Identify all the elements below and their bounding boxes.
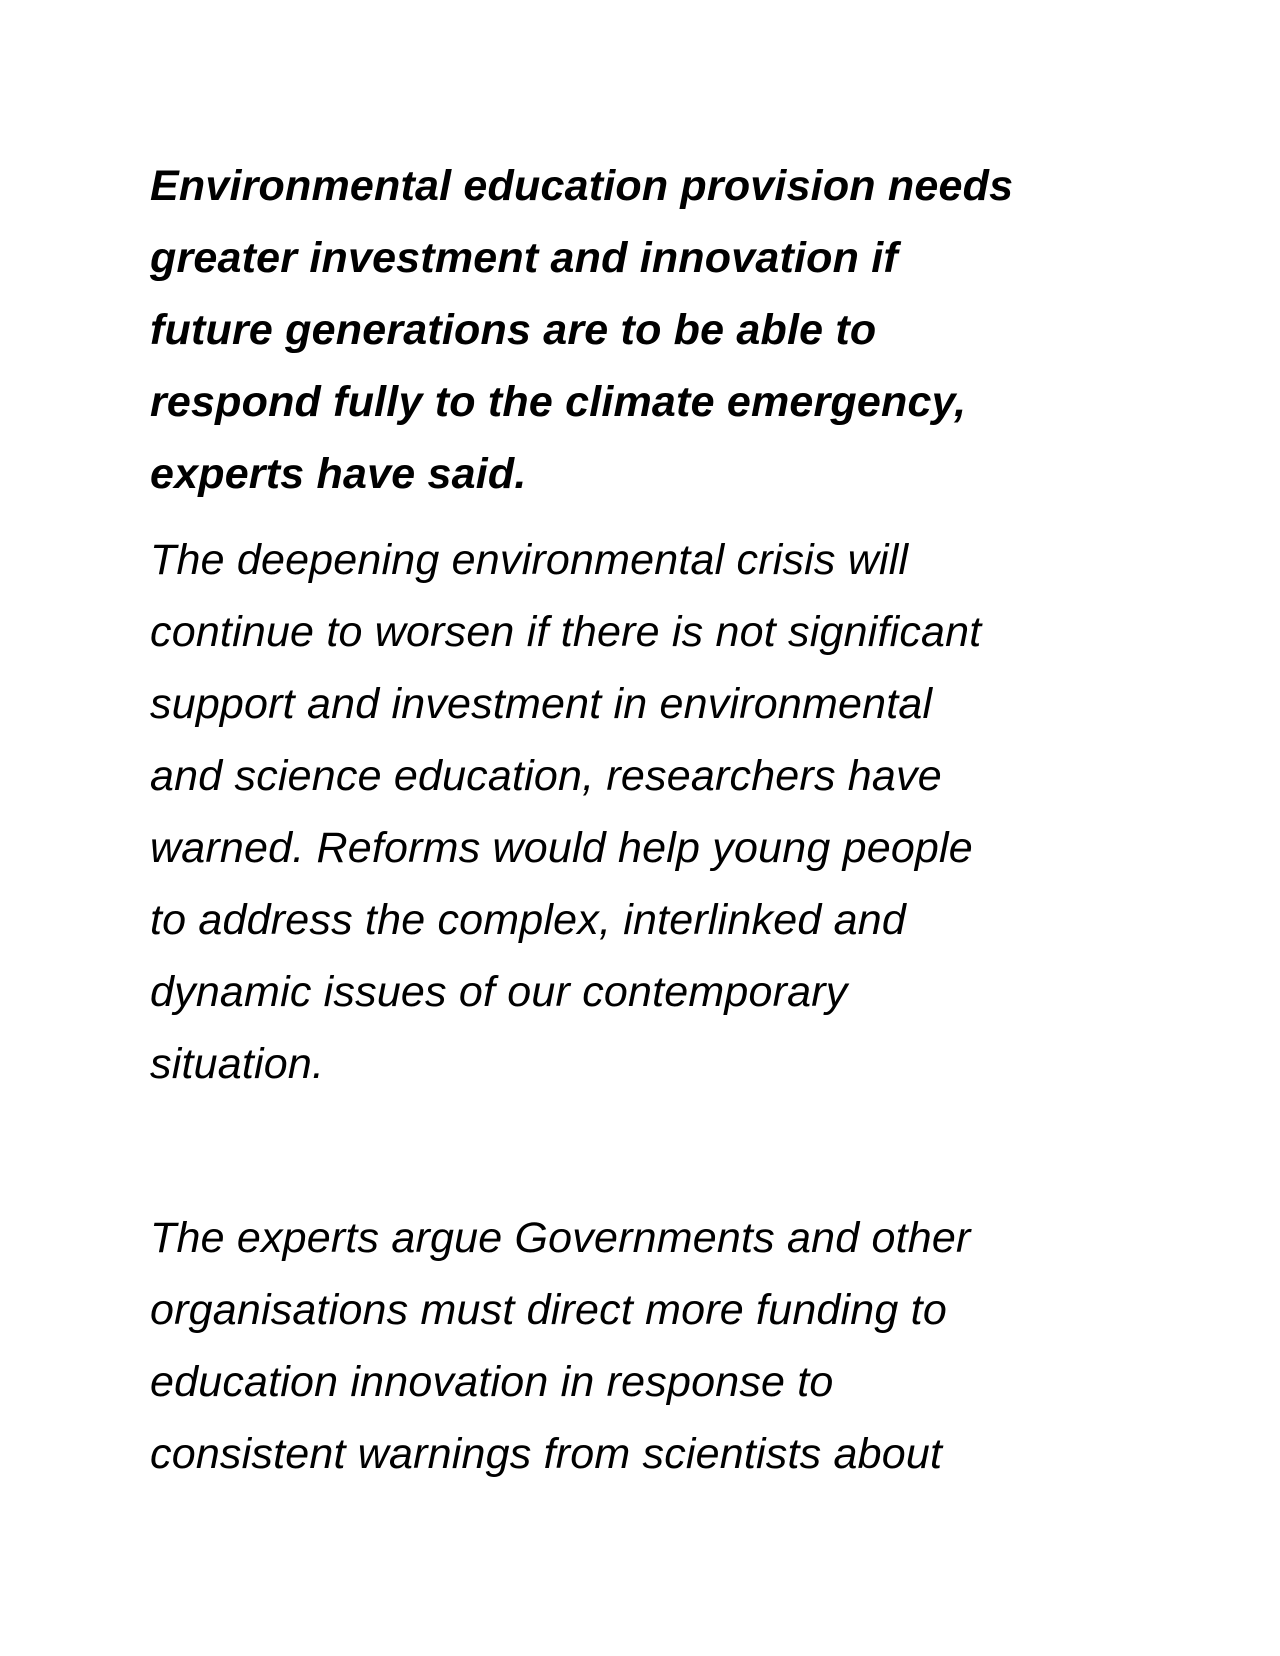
paragraph-line: support and investment in environmental	[150, 680, 933, 728]
paragraph-line: organisations must direct more funding to	[150, 1286, 947, 1334]
paragraph-line: and science education, researchers have	[150, 752, 942, 800]
lead-line: experts have said.	[150, 450, 527, 498]
body-paragraph-2	[150, 1202, 1130, 1490]
paragraph-line: The experts argue Governments and other	[150, 1214, 971, 1262]
paragraph-line: education innovation in response to	[150, 1358, 834, 1406]
lead-line: greater investment and innovation if	[150, 234, 898, 282]
body-paragraph-1	[150, 524, 1130, 1100]
lead-line: Environmental education provision needs	[150, 162, 1014, 210]
lead-paragraph	[150, 150, 1130, 510]
paragraph-line: situation.	[150, 1040, 325, 1088]
paragraph-line: to address the complex, interlinked and	[150, 896, 906, 944]
paragraph-line: The deepening environmental crisis will	[150, 536, 909, 584]
paragraph-line: consistent warnings from scientists about	[150, 1430, 943, 1478]
lead-line: respond fully to the climate emergency,	[150, 378, 967, 426]
paragraph-line: continue to worsen if there is not significant	[150, 608, 982, 656]
lead-line: future generations are to be able to	[150, 306, 877, 354]
paragraph-line: warned. Reforms would help young people	[150, 824, 973, 872]
paragraph-line: dynamic issues of our contemporary	[150, 968, 848, 1016]
